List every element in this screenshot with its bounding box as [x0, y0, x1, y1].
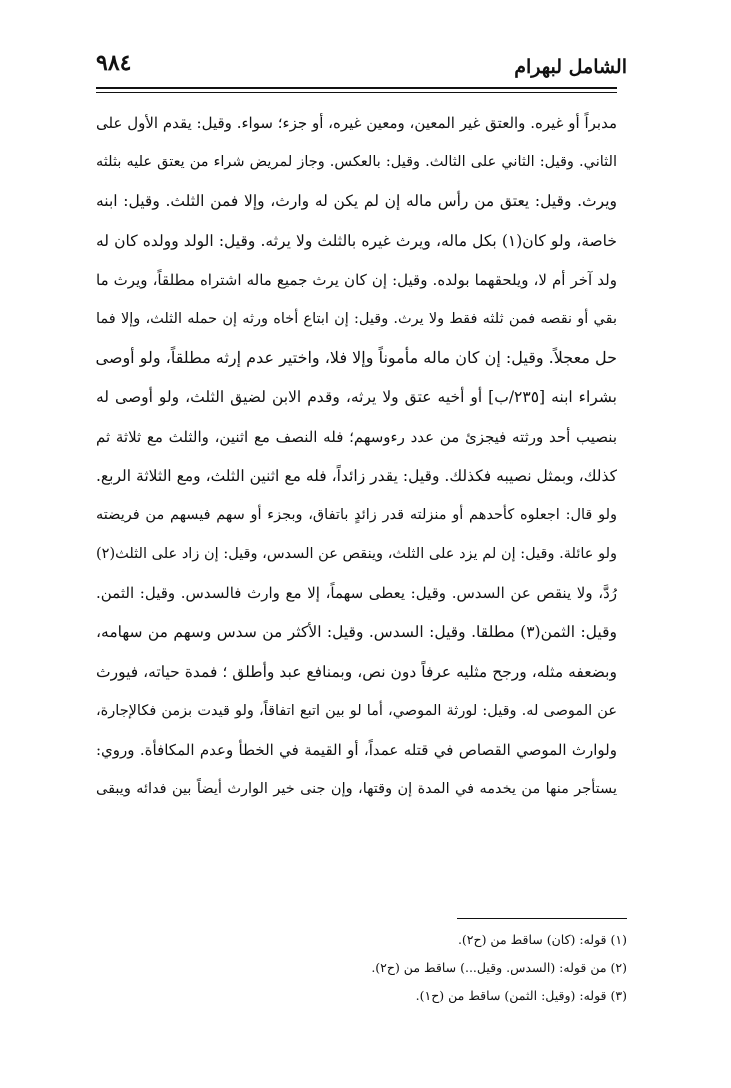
body-line: ولو عائلة. وقيل: إن لم يزد على الثلث، وينقص عن السدس، وقيل: إن زاد على الثلث(٢) — [96, 546, 617, 563]
body-line: ولوارث الموصي القصاص في قتله عمداً، أو القيمة في الخطأ وعدم المكافأة. وروي: — [96, 741, 617, 759]
body-line: كذلك، وبمثل نصيبه فكذلك. وقيل: يقدر زائداً، فله مع اثنين الثلث، ومع الثلاثة الربع. — [96, 466, 617, 485]
body-line: مدبراً أو غيره. والعتق غير المعين، ومعين غيره، أو جزء؛ سواء. وقيل: يقدم الأول على — [96, 114, 617, 132]
body-line: عن الموصى له. وقيل: لورثة الموصي، أما لو بين اتبع اتفاقاً، ولو قيدت بزمن فكالإجارة، — [96, 702, 617, 719]
body-line: ولد آخر أم لا، ويلحقهما بولده. وقيل: إن كان يرث جميع ماله اشتراه مطلقاً، ويرث ما — [96, 270, 617, 289]
body-text — [96, 108, 617, 813]
body-line: حل معجلاً. وقيل: إن كان ماله مأموناً وإلا فلا، واختير عدم إرثه مطلقاً، ولو أوصى — [96, 348, 617, 368]
footnote: (٢) من قوله: (السدس. وقيل...) ساقط من (ح٢). — [371, 960, 627, 975]
body-line: ولو قال: اجعلوه كأحدهم أو منزلته قدر زائدٍ باتفاق، وبجزء أو سهم فيسهم من فريضته — [96, 506, 617, 523]
footnotes — [187, 928, 627, 1012]
body-line: خاصة، ولو كان(١) بكل ماله، ويرث غيره بالثلث ولا يرثه. وقيل: الولد وولده كان له — [96, 231, 617, 250]
footnote: (١) قوله: (كان) ساقط من (ح٢). — [457, 932, 627, 947]
body-line: ويرث. وقيل: يعتق من رأس ماله إن لم يكن له وارث، وإلا فمن الثلث. وقيل: ابنه — [96, 192, 617, 211]
footnote-rule — [457, 918, 627, 919]
body-line: يستأجر منها من يخدمه في المدة إن وقتها، وإن جنى خير الوارث أيضاً بين فدائه ويبقى — [96, 781, 617, 798]
body-line: بنصيب أحد ورثته فيجزئ من عدد رءوسهم؛ فله النصف مع اثنين، والثلث مع ثلاثة ثم — [96, 427, 617, 446]
body-line: رُدَّ، ولا ينقص عن السدس. وقيل: يعطى سهماً، إلا مع وارث فالسدس. وقيل: الثمن. — [96, 584, 617, 603]
body-line: الثاني. وقيل: الثاني على الثالث. وقيل: بالعكس. وجاز لمريض شراء من يعتق عليه بثلثه — [96, 154, 617, 171]
body-line: بقي أو نقصه فمن ثلثه فقط ولا يرث. وقيل: إن ابتاع أخاه ورثه إن حمله الثلث، وإلا فما — [96, 310, 617, 327]
body-line: وقيل: الثمن(٣) مطلقا. وقيل: السدس. وقيل: الأكثر من سدس وسهم من سهامه، — [96, 623, 617, 642]
footnote: (٣) قوله: (وقيل: الثمن) ساقط من (ح١). — [415, 988, 627, 1003]
body-line: وبضعفه مثله، ورجح مثليه عرفاً دون نص، وبمنافع عبد وأطلق ؛ فمدة حياته، فيورث — [96, 662, 617, 681]
running-title: الشامل لبهرام — [514, 56, 627, 78]
page-number: ٩٨٤ — [96, 50, 132, 76]
header-rule-thin — [96, 92, 617, 93]
header-rule — [96, 87, 617, 89]
body-line: بشراء ابنه [٢٣٥/ب] أو أخيه عتق ولا يرثه، وقدم الابن لضيق الثلث، ولو أوصى له — [96, 388, 617, 407]
